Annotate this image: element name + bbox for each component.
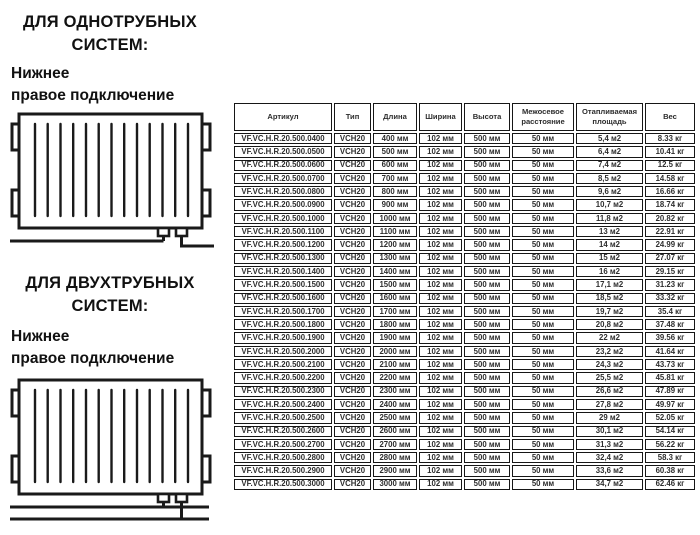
table-cell: 31.23 кг: [645, 279, 695, 290]
table-cell: 1000 мм: [373, 213, 417, 224]
table-row: [234, 412, 695, 423]
table-cell: 60.38 кг: [645, 465, 695, 476]
table-row: [234, 186, 695, 197]
table-cell: 500 мм: [464, 173, 510, 184]
spec-table: [232, 101, 697, 492]
table-row: [234, 386, 695, 397]
table-cell: 102 мм: [419, 306, 462, 317]
table-cell: 500 мм: [464, 319, 510, 330]
table-row: [234, 160, 695, 171]
table-cell: 600 мм: [373, 160, 417, 171]
table-cell: 500 мм: [464, 452, 510, 463]
table-cell: 50 мм: [512, 160, 574, 171]
table-cell: VCH20: [334, 253, 371, 264]
table-row: [234, 332, 695, 343]
table-cell: VCH20: [334, 359, 371, 370]
table-cell: 43.73 кг: [645, 359, 695, 370]
table-cell: 50 мм: [512, 346, 574, 357]
table-cell: 7,4 м2: [576, 160, 643, 171]
table-cell: 50 мм: [512, 186, 574, 197]
table-cell: 102 мм: [419, 146, 462, 157]
column-header: Длина: [373, 103, 417, 131]
table-cell: 50 мм: [512, 266, 574, 277]
table-cell: 22 м2: [576, 332, 643, 343]
table-row: [234, 465, 695, 476]
table-cell: 500 мм: [464, 146, 510, 157]
table-cell: 50 мм: [512, 386, 574, 397]
table-cell: 500 мм: [464, 386, 510, 397]
table-cell: 50 мм: [512, 359, 574, 370]
table-cell: 10.41 кг: [645, 146, 695, 157]
table-cell: VF.VC.H.R.20.500.3000: [234, 479, 332, 490]
table-cell: VCH20: [334, 332, 371, 343]
table-cell: VCH20: [334, 399, 371, 410]
column-header: Отапливаемая площадь: [576, 103, 643, 131]
table-cell: 33.32 кг: [645, 293, 695, 304]
table-cell: 50 мм: [512, 239, 574, 250]
table-cell: VF.VC.H.R.20.500.1300: [234, 253, 332, 264]
table-cell: 102 мм: [419, 226, 462, 237]
table-cell: VF.VC.H.R.20.500.2500: [234, 412, 332, 423]
table-cell: 102 мм: [419, 160, 462, 171]
table-cell: VF.VC.H.R.20.500.1700: [234, 306, 332, 317]
table-row: [234, 306, 695, 317]
table-cell: 2500 мм: [373, 412, 417, 423]
connection-label-single-pipe: [11, 63, 221, 106]
table-row: [234, 146, 695, 157]
table-cell: 27.07 кг: [645, 253, 695, 264]
table-cell: VF.VC.H.R.20.500.2600: [234, 426, 332, 437]
table-cell: 34,7 м2: [576, 479, 643, 490]
connection-line: правое подключение: [11, 86, 175, 104]
table-cell: VCH20: [334, 146, 371, 157]
table-cell: 49.97 кг: [645, 399, 695, 410]
table-row: [234, 279, 695, 290]
table-cell: VCH20: [334, 306, 371, 317]
table-cell: 500 мм: [464, 399, 510, 410]
table-cell: 1700 мм: [373, 306, 417, 317]
table-cell: 2800 мм: [373, 452, 417, 463]
table-cell: 102 мм: [419, 319, 462, 330]
table-cell: VCH20: [334, 160, 371, 171]
table-cell: 500 мм: [464, 186, 510, 197]
table-cell: VCH20: [334, 173, 371, 184]
table-cell: 1800 мм: [373, 319, 417, 330]
table-cell: VF.VC.H.R.20.500.2700: [234, 439, 332, 450]
table-cell: 24,3 м2: [576, 359, 643, 370]
table-cell: 13 м2: [576, 226, 643, 237]
table-cell: 500 мм: [464, 133, 510, 144]
table-cell: VF.VC.H.R.20.500.2800: [234, 452, 332, 463]
table-cell: VCH20: [334, 479, 371, 490]
table-cell: 102 мм: [419, 213, 462, 224]
table-cell: 45.81 кг: [645, 372, 695, 383]
table-cell: VCH20: [334, 279, 371, 290]
column-header: Высота: [464, 103, 510, 131]
table-cell: VCH20: [334, 199, 371, 210]
heading-line: ДЛЯ ДВУХТРУБНЫХ: [25, 274, 195, 292]
table-cell: 37.48 кг: [645, 319, 695, 330]
table-cell: 50 мм: [512, 439, 574, 450]
table-cell: VF.VC.H.R.20.500.2900: [234, 465, 332, 476]
table-cell: VCH20: [334, 372, 371, 383]
table-cell: 39.56 кг: [645, 332, 695, 343]
column-header: Межосевое расстояние: [512, 103, 574, 131]
connection-line: Нижнее: [11, 328, 70, 345]
table-cell: 50 мм: [512, 465, 574, 476]
table-cell: 5,4 м2: [576, 133, 643, 144]
table-cell: VF.VC.H.R.20.500.0800: [234, 186, 332, 197]
table-cell: VF.VC.H.R.20.500.1400: [234, 266, 332, 277]
table-row: [234, 399, 695, 410]
table-cell: VF.VC.H.R.20.500.2100: [234, 359, 332, 370]
heading-line: ДЛЯ ОДНОТРУБНЫХ: [23, 13, 197, 31]
heading-line: СИСТЕМ:: [71, 296, 149, 315]
table-row: [234, 372, 695, 383]
table-row: [234, 439, 695, 450]
table-cell: 102 мм: [419, 133, 462, 144]
table-cell: VF.VC.H.R.20.500.0400: [234, 133, 332, 144]
radiator-diagram-single-pipe: [5, 110, 217, 252]
table-cell: 62.46 кг: [645, 479, 695, 490]
table-cell: 50 мм: [512, 412, 574, 423]
table-cell: 102 мм: [419, 293, 462, 304]
table-cell: VCH20: [334, 319, 371, 330]
table-cell: 50 мм: [512, 146, 574, 157]
table-cell: 41.64 кг: [645, 346, 695, 357]
table-cell: 500 мм: [464, 439, 510, 450]
table-cell: 1900 мм: [373, 332, 417, 343]
table-cell: 102 мм: [419, 426, 462, 437]
table-cell: VCH20: [334, 186, 371, 197]
column-header: Тип: [334, 103, 371, 131]
table-cell: 700 мм: [373, 173, 417, 184]
table-cell: VF.VC.H.R.20.500.1500: [234, 279, 332, 290]
table-cell: 50 мм: [512, 279, 574, 290]
table-cell: 102 мм: [419, 346, 462, 357]
table-cell: 102 мм: [419, 239, 462, 250]
table-cell: 19,7 м2: [576, 306, 643, 317]
table-row: [234, 293, 695, 304]
table-header-row: [234, 103, 695, 131]
table-cell: 102 мм: [419, 452, 462, 463]
table-cell: 1300 мм: [373, 253, 417, 264]
table-cell: 102 мм: [419, 266, 462, 277]
column-header: Ширина: [419, 103, 462, 131]
table-cell: 33,6 м2: [576, 465, 643, 476]
table-cell: 102 мм: [419, 186, 462, 197]
table-cell: 500 мм: [464, 160, 510, 171]
table-cell: 8,5 м2: [576, 173, 643, 184]
table-cell: 50 мм: [512, 452, 574, 463]
table-cell: VCH20: [334, 426, 371, 437]
table-cell: 2000 мм: [373, 346, 417, 357]
table-cell: VCH20: [334, 266, 371, 277]
table-cell: 102 мм: [419, 465, 462, 476]
table-cell: 6,4 м2: [576, 146, 643, 157]
table-cell: VCH20: [334, 133, 371, 144]
table-cell: VF.VC.H.R.20.500.1800: [234, 319, 332, 330]
table-cell: 50 мм: [512, 213, 574, 224]
table-cell: 500 мм: [464, 279, 510, 290]
table-row: [234, 266, 695, 277]
table-cell: 50 мм: [512, 293, 574, 304]
table-cell: 2100 мм: [373, 359, 417, 370]
table-row: [234, 133, 695, 144]
table-cell: 102 мм: [419, 479, 462, 490]
table-cell: 500 мм: [464, 213, 510, 224]
table-row: [234, 173, 695, 184]
table-cell: 2700 мм: [373, 439, 417, 450]
table-cell: 11,8 м2: [576, 213, 643, 224]
connection-label-two-pipe: [11, 326, 221, 369]
table-cell: 50 мм: [512, 199, 574, 210]
table-cell: 500 мм: [464, 346, 510, 357]
table-cell: VF.VC.H.R.20.500.2200: [234, 372, 332, 383]
table-cell: 26,6 м2: [576, 386, 643, 397]
table-cell: 800 мм: [373, 186, 417, 197]
table-cell: VF.VC.H.R.20.500.0600: [234, 160, 332, 171]
table-cell: 500 мм: [464, 372, 510, 383]
table-row: [234, 452, 695, 463]
table-cell: VCH20: [334, 226, 371, 237]
table-cell: 18.74 кг: [645, 199, 695, 210]
table-cell: 102 мм: [419, 439, 462, 450]
table-cell: 9,6 м2: [576, 186, 643, 197]
table-cell: 29.15 кг: [645, 266, 695, 277]
table-cell: 500 мм: [373, 146, 417, 157]
table-cell: 20.82 кг: [645, 213, 695, 224]
table-cell: VF.VC.H.R.20.500.1200: [234, 239, 332, 250]
table-cell: 3000 мм: [373, 479, 417, 490]
section-heading-two-pipe: [8, 272, 212, 318]
table-cell: 22.91 кг: [645, 226, 695, 237]
table-cell: 500 мм: [464, 359, 510, 370]
table-cell: 12.5 кг: [645, 160, 695, 171]
table-cell: 1500 мм: [373, 279, 417, 290]
table-row: [234, 226, 695, 237]
table-cell: 500 мм: [464, 253, 510, 264]
table-cell: 50 мм: [512, 399, 574, 410]
table-cell: 18,5 м2: [576, 293, 643, 304]
table-cell: 23,2 м2: [576, 346, 643, 357]
table-cell: 500 мм: [464, 293, 510, 304]
table-cell: 25,5 м2: [576, 372, 643, 383]
table-cell: VF.VC.H.R.20.500.0500: [234, 146, 332, 157]
table-cell: VCH20: [334, 346, 371, 357]
table-row: [234, 213, 695, 224]
table-cell: 500 мм: [464, 226, 510, 237]
table-cell: VF.VC.H.R.20.500.2000: [234, 346, 332, 357]
table-cell: 500 мм: [464, 306, 510, 317]
table-cell: 50 мм: [512, 426, 574, 437]
table-cell: 102 мм: [419, 253, 462, 264]
table-cell: VF.VC.H.R.20.500.2300: [234, 386, 332, 397]
table-cell: 500 мм: [464, 465, 510, 476]
table-row: [234, 359, 695, 370]
table-cell: 50 мм: [512, 173, 574, 184]
table-cell: 2400 мм: [373, 399, 417, 410]
table-cell: 56.22 кг: [645, 439, 695, 450]
table-cell: 14.58 кг: [645, 173, 695, 184]
table-cell: VCH20: [334, 386, 371, 397]
table-cell: 50 мм: [512, 372, 574, 383]
table-cell: 54.14 кг: [645, 426, 695, 437]
table-row: [234, 239, 695, 250]
table-cell: 50 мм: [512, 253, 574, 264]
table-cell: VF.VC.H.R.20.500.0700: [234, 173, 332, 184]
table-cell: 102 мм: [419, 412, 462, 423]
table-cell: 1100 мм: [373, 226, 417, 237]
table-cell: 1600 мм: [373, 293, 417, 304]
table-cell: 50 мм: [512, 226, 574, 237]
section-heading-single-pipe: [8, 11, 212, 57]
connection-line: Нижнее: [11, 65, 70, 82]
table-cell: 52.05 кг: [645, 412, 695, 423]
table-cell: 1400 мм: [373, 266, 417, 277]
table-cell: 102 мм: [419, 332, 462, 343]
radiator-spec-table: [232, 101, 697, 492]
table-cell: 500 мм: [464, 426, 510, 437]
table-cell: 10,7 м2: [576, 199, 643, 210]
table-cell: VCH20: [334, 465, 371, 476]
table-cell: 50 мм: [512, 133, 574, 144]
table-cell: 35.4 кг: [645, 306, 695, 317]
radiator-diagram-two-pipe: [5, 372, 217, 524]
heading-line: СИСТЕМ:: [71, 35, 149, 54]
table-cell: 102 мм: [419, 279, 462, 290]
table-cell: VCH20: [334, 293, 371, 304]
table-cell: 102 мм: [419, 372, 462, 383]
column-header: Артикул: [234, 103, 332, 131]
table-cell: 400 мм: [373, 133, 417, 144]
table-cell: 24.99 кг: [645, 239, 695, 250]
table-cell: 16 м2: [576, 266, 643, 277]
column-header: Вес: [645, 103, 695, 131]
table-row: [234, 319, 695, 330]
table-cell: 15 м2: [576, 253, 643, 264]
table-cell: VF.VC.H.R.20.500.1000: [234, 213, 332, 224]
table-cell: 32,4 м2: [576, 452, 643, 463]
table-cell: 2200 мм: [373, 372, 417, 383]
table-row: [234, 479, 695, 490]
table-cell: VF.VC.H.R.20.500.1900: [234, 332, 332, 343]
table-cell: 47.89 кг: [645, 386, 695, 397]
table-cell: 102 мм: [419, 359, 462, 370]
table-cell: VCH20: [334, 439, 371, 450]
table-cell: VCH20: [334, 452, 371, 463]
table-cell: 31,3 м2: [576, 439, 643, 450]
table-cell: 50 мм: [512, 306, 574, 317]
table-cell: VF.VC.H.R.20.500.0900: [234, 199, 332, 210]
table-cell: 500 мм: [464, 332, 510, 343]
table-cell: VF.VC.H.R.20.500.1600: [234, 293, 332, 304]
table-row: [234, 426, 695, 437]
table-cell: 102 мм: [419, 386, 462, 397]
table-cell: 16.66 кг: [645, 186, 695, 197]
table-cell: 500 мм: [464, 266, 510, 277]
table-cell: 2300 мм: [373, 386, 417, 397]
table-cell: 8.33 кг: [645, 133, 695, 144]
table-cell: 500 мм: [464, 239, 510, 250]
table-cell: 2900 мм: [373, 465, 417, 476]
table-cell: VF.VC.H.R.20.500.2400: [234, 399, 332, 410]
table-cell: 500 мм: [464, 412, 510, 423]
table-cell: 102 мм: [419, 199, 462, 210]
table-cell: 1200 мм: [373, 239, 417, 250]
table-cell: 50 мм: [512, 479, 574, 490]
table-row: [234, 199, 695, 210]
table-cell: VF.VC.H.R.20.500.1100: [234, 226, 332, 237]
table-cell: 500 мм: [464, 199, 510, 210]
table-cell: 900 мм: [373, 199, 417, 210]
table-cell: 27,8 м2: [576, 399, 643, 410]
table-row: [234, 346, 695, 357]
table-cell: 58.3 кг: [645, 452, 695, 463]
table-cell: 500 мм: [464, 479, 510, 490]
table-cell: 29 м2: [576, 412, 643, 423]
table-cell: 102 мм: [419, 173, 462, 184]
table-cell: 14 м2: [576, 239, 643, 250]
table-cell: VCH20: [334, 412, 371, 423]
table-cell: 30,1 м2: [576, 426, 643, 437]
table-cell: 17,1 м2: [576, 279, 643, 290]
table-cell: VCH20: [334, 239, 371, 250]
table-cell: 50 мм: [512, 319, 574, 330]
table-cell: 2600 мм: [373, 426, 417, 437]
table-cell: 102 мм: [419, 399, 462, 410]
table-row: [234, 253, 695, 264]
connection-line: правое подключение: [11, 349, 175, 367]
table-cell: 20,8 м2: [576, 319, 643, 330]
table-cell: 50 мм: [512, 332, 574, 343]
table-cell: VCH20: [334, 213, 371, 224]
